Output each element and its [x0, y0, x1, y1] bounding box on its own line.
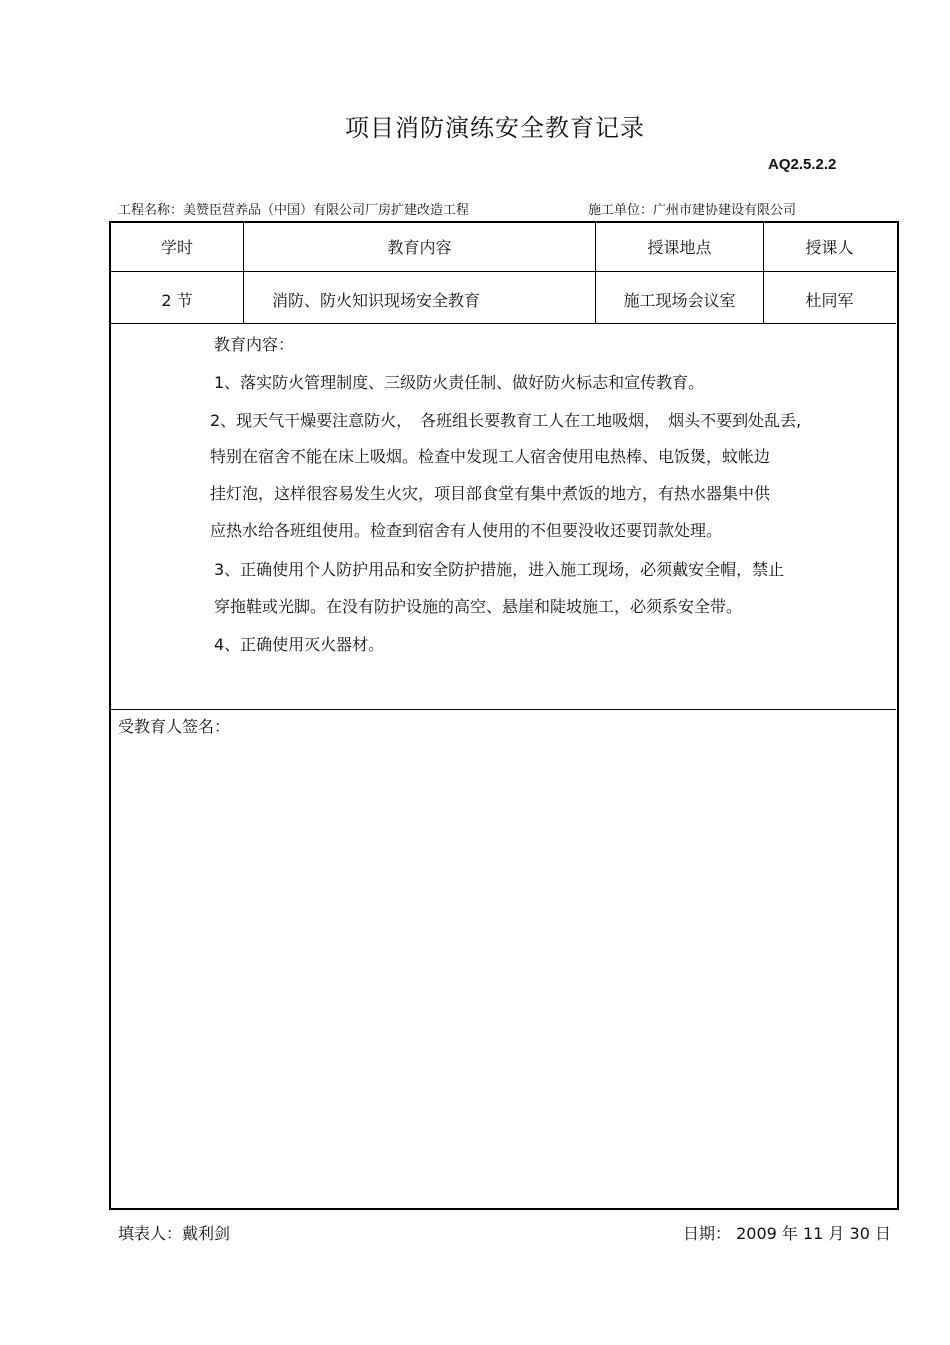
header-location: 授课地点 [647, 238, 712, 257]
form-date: 日期： 2009 年 11 月 30 日 [683, 1224, 891, 1243]
header-lecturer: 授课人 [805, 238, 854, 257]
content-line: 应热水给各班组使用。检查到宿舍有人使用的不但要没收还要罚款处理。 [210, 521, 723, 540]
cell-hours: 2 节 [161, 291, 193, 310]
cell-location: 施工现场会议室 [623, 291, 736, 310]
content-line: 4、正确使用灭火器材。 [214, 635, 385, 654]
construction-unit: 施工单位：广州市建协建设有限公司 [588, 203, 797, 218]
cell-lecturer: 杜同军 [805, 291, 854, 310]
content-line: 穿拖鞋或光脚。在没有防护设施的高空、悬崖和陡坡施工，必须系安全带。 [214, 597, 743, 616]
table-divider [110, 323, 896, 324]
content-line: 2、现天气干燥要注意防火， 各班组长要教育工人在工地吸烟， 烟头不要到处乱丢, [210, 411, 802, 430]
recipient-signature-label: 受教育人签名： [118, 717, 231, 736]
document-code: AQ2.5.2.2 [768, 156, 837, 173]
document-title: 项目消防演练安全教育记录 [345, 114, 645, 142]
content-line: 3、正确使用个人防护用品和安全防护措施，进入施工现场，必须戴安全帽，禁止 [214, 560, 785, 579]
project-name: 工程名称：美赞臣营养品（中国）有限公司厂房扩建改造工程 [118, 203, 470, 218]
header-content: 教育内容 [387, 238, 452, 257]
content-line: 挂灯泡，这样很容易发生火灾，项目部食堂有集中煮饭的地方，有热水器集中供 [210, 484, 771, 503]
content-heading: 教育内容： [214, 335, 295, 354]
form-filler: 填表人：戴利剑 [118, 1224, 231, 1243]
content-line: 特别在宿舍不能在床上吸烟。检查中发现工人宿舍使用电热棒、电饭煲，蚊帐边 [210, 447, 771, 466]
table-divider [110, 271, 896, 272]
table-divider [110, 709, 896, 710]
header-hours: 学时 [160, 238, 193, 257]
cell-content: 消防、防火知识现场安全教育 [272, 291, 481, 310]
content-line: 1、落实防火管理制度、三级防火责任制、做好防火标志和宣传教育。 [214, 373, 705, 392]
